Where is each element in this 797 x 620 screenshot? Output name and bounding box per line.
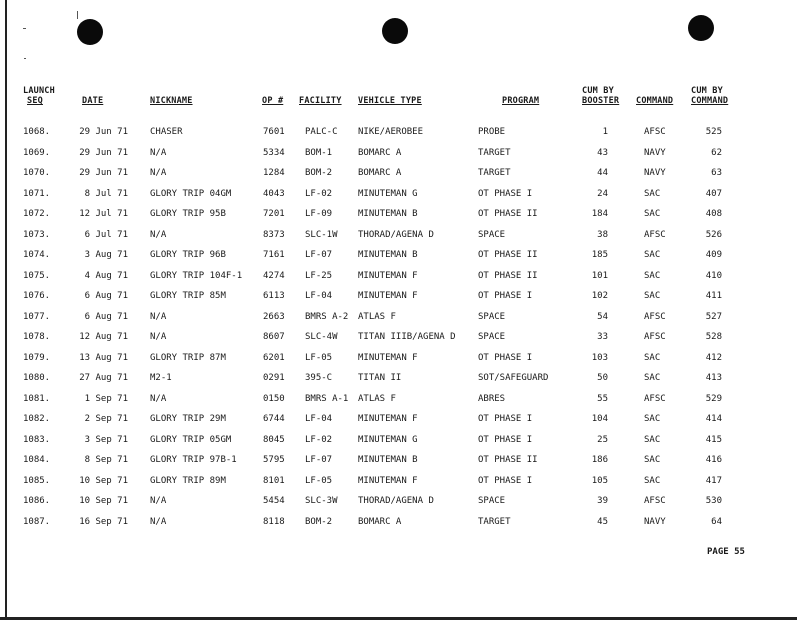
nickname-cell: GLORY TRIP 104F-1 xyxy=(150,271,243,281)
facility-cell: LF-04 xyxy=(305,414,333,424)
op-number-cell: 5334 xyxy=(263,148,285,158)
date-cell: 29 Jun 71 xyxy=(79,127,128,137)
facility-cell: BOM-2 xyxy=(305,517,333,527)
op-number-cell: 8045 xyxy=(263,435,285,445)
facility-cell: LF-02 xyxy=(305,435,333,445)
facility-cell: LF-05 xyxy=(305,353,333,363)
cum-by-booster-cell: 55 xyxy=(597,394,608,404)
launch-seq-cell: 1072. xyxy=(23,209,51,219)
cum-by-command-cell: 409 xyxy=(705,250,722,260)
table-row xyxy=(0,145,797,161)
command-cell: SAC xyxy=(644,455,661,465)
header-cum-by-booster-line2: BOOSTER xyxy=(582,96,620,106)
cum-by-booster-cell: 44 xyxy=(597,168,608,178)
scan-speck xyxy=(23,28,26,29)
nickname-cell: N/A xyxy=(150,517,167,527)
nickname-cell: GLORY TRIP 04GM xyxy=(150,189,232,199)
nickname-cell: M2-1 xyxy=(150,373,172,383)
command-cell: NAVY xyxy=(644,168,666,178)
launch-seq-cell: 1081. xyxy=(23,394,51,404)
op-number-cell: 0291 xyxy=(263,373,285,383)
cum-by-command-cell: 414 xyxy=(705,414,722,424)
launch-seq-cell: 1085. xyxy=(23,476,51,486)
cum-by-booster-cell: 102 xyxy=(591,291,608,301)
vehicle-type-cell: THORAD/AGENA D xyxy=(358,230,434,240)
cum-by-command-cell: 63 xyxy=(711,168,722,178)
cum-by-booster-cell: 184 xyxy=(591,209,608,219)
nickname-cell: N/A xyxy=(150,496,167,506)
date-cell: 8 Jul 71 xyxy=(84,189,128,199)
command-cell: AFSC xyxy=(644,127,666,137)
nickname-cell: GLORY TRIP 97B-1 xyxy=(150,455,237,465)
vehicle-type-cell: MINUTEMAN F xyxy=(358,414,418,424)
header-nickname: NICKNAME xyxy=(150,96,193,106)
nickname-cell: GLORY TRIP 29M xyxy=(150,414,226,424)
vehicle-type-cell: ATLAS F xyxy=(358,312,396,322)
cum-by-command-cell: 407 xyxy=(705,189,722,199)
date-cell: 8 Sep 71 xyxy=(84,455,128,465)
vehicle-type-cell: MINUTEMAN F xyxy=(358,271,418,281)
nickname-cell: GLORY TRIP 87M xyxy=(150,353,226,363)
command-cell: NAVY xyxy=(644,517,666,527)
table-row xyxy=(0,411,797,427)
vehicle-type-cell: MINUTEMAN G xyxy=(358,435,418,445)
facility-cell: BMRS A-1 xyxy=(305,394,349,404)
table-row xyxy=(0,165,797,181)
cum-by-booster-cell: 186 xyxy=(591,455,608,465)
scan-speck xyxy=(77,11,78,19)
date-cell: 6 Aug 71 xyxy=(84,291,128,301)
date-cell: 10 Sep 71 xyxy=(79,496,128,506)
punch-hole xyxy=(382,18,408,44)
cum-by-command-cell: 413 xyxy=(705,373,722,383)
facility-cell: LF-07 xyxy=(305,250,333,260)
cum-by-booster-cell: 101 xyxy=(591,271,608,281)
facility-cell: PALC-C xyxy=(305,127,338,137)
cum-by-booster-cell: 38 xyxy=(597,230,608,240)
command-cell: SAC xyxy=(644,414,661,424)
program-cell: TARGET xyxy=(478,517,511,527)
nickname-cell: GLORY TRIP 85M xyxy=(150,291,226,301)
launch-seq-cell: 1086. xyxy=(23,496,51,506)
vehicle-type-cell: MINUTEMAN B xyxy=(358,455,418,465)
op-number-cell: 8118 xyxy=(263,517,285,527)
vehicle-type-cell: TITAN II xyxy=(358,373,402,383)
vehicle-type-cell: MINUTEMAN B xyxy=(358,209,418,219)
vehicle-type-cell: BOMARC A xyxy=(358,148,402,158)
nickname-cell: GLORY TRIP 05GM xyxy=(150,435,232,445)
cum-by-command-cell: 410 xyxy=(705,271,722,281)
date-cell: 4 Aug 71 xyxy=(84,271,128,281)
cum-by-command-cell: 526 xyxy=(705,230,722,240)
op-number-cell: 8373 xyxy=(263,230,285,240)
cum-by-command-cell: 528 xyxy=(705,332,722,342)
cum-by-booster-cell: 105 xyxy=(591,476,608,486)
command-cell: SAC xyxy=(644,435,661,445)
cum-by-command-cell: 411 xyxy=(705,291,722,301)
header-program: PROGRAM xyxy=(502,96,540,106)
cum-by-command-cell: 417 xyxy=(705,476,722,486)
cum-by-booster-cell: 103 xyxy=(591,353,608,363)
table-row xyxy=(0,350,797,366)
scan-speck xyxy=(24,58,26,59)
vehicle-type-cell: THORAD/AGENA D xyxy=(358,496,434,506)
facility-cell: 395-C xyxy=(305,373,333,383)
facility-cell: BMRS A-2 xyxy=(305,312,349,322)
op-number-cell: 8607 xyxy=(263,332,285,342)
vehicle-type-cell: MINUTEMAN F xyxy=(358,291,418,301)
date-cell: 10 Sep 71 xyxy=(79,476,128,486)
launch-seq-cell: 1077. xyxy=(23,312,51,322)
program-cell: OT PHASE I xyxy=(478,189,533,199)
nickname-cell: GLORY TRIP 95B xyxy=(150,209,226,219)
header-launch-seq-line2: SEQ xyxy=(27,96,43,106)
date-cell: 12 Jul 71 xyxy=(79,209,128,219)
punch-hole xyxy=(688,15,714,41)
table-row xyxy=(0,309,797,325)
program-cell: PROBE xyxy=(478,127,506,137)
op-number-cell: 6201 xyxy=(263,353,285,363)
cum-by-command-cell: 529 xyxy=(705,394,722,404)
cum-by-command-cell: 408 xyxy=(705,209,722,219)
op-number-cell: 4274 xyxy=(263,271,285,281)
nickname-cell: N/A xyxy=(150,332,167,342)
header-launch-seq-line1: LAUNCH xyxy=(23,86,55,96)
facility-cell: LF-05 xyxy=(305,476,333,486)
op-number-cell: 6113 xyxy=(263,291,285,301)
nickname-cell: N/A xyxy=(150,230,167,240)
cum-by-command-cell: 525 xyxy=(705,127,722,137)
launch-seq-cell: 1068. xyxy=(23,127,51,137)
command-cell: AFSC xyxy=(644,230,666,240)
cum-by-booster-cell: 33 xyxy=(597,332,608,342)
program-cell: TARGET xyxy=(478,148,511,158)
program-cell: OT PHASE II xyxy=(478,209,538,219)
cum-by-command-cell: 530 xyxy=(705,496,722,506)
header-cum-by-booster-line1: CUM BY xyxy=(582,86,614,96)
cum-by-booster-cell: 39 xyxy=(597,496,608,506)
page-number: PAGE 55 xyxy=(707,547,745,557)
facility-cell: LF-25 xyxy=(305,271,333,281)
vehicle-type-cell: BOMARC A xyxy=(358,517,402,527)
nickname-cell: N/A xyxy=(150,168,167,178)
op-number-cell: 7601 xyxy=(263,127,285,137)
header-vehicle-type: VEHICLE TYPE xyxy=(358,96,422,106)
table-row xyxy=(0,247,797,263)
nickname-cell: GLORY TRIP 96B xyxy=(150,250,226,260)
table-row xyxy=(0,329,797,345)
program-cell: TARGET xyxy=(478,168,511,178)
command-cell: SAC xyxy=(644,271,661,281)
cum-by-command-cell: 62 xyxy=(711,148,722,158)
vehicle-type-cell: TITAN IIIB/AGENA D xyxy=(358,332,456,342)
table-row xyxy=(0,268,797,284)
program-cell: OT PHASE I xyxy=(478,353,533,363)
launch-seq-cell: 1073. xyxy=(23,230,51,240)
op-number-cell: 0150 xyxy=(263,394,285,404)
table-row xyxy=(0,370,797,386)
header-launch-seq xyxy=(23,86,55,106)
facility-cell: SLC-3W xyxy=(305,496,338,506)
program-cell: SPACE xyxy=(478,332,506,342)
date-cell: 3 Sep 71 xyxy=(84,435,128,445)
facility-cell: SLC-1W xyxy=(305,230,338,240)
date-cell: 6 Aug 71 xyxy=(84,312,128,322)
command-cell: SAC xyxy=(644,476,661,486)
launch-seq-cell: 1084. xyxy=(23,455,51,465)
table-row xyxy=(0,391,797,407)
launch-seq-cell: 1087. xyxy=(23,517,51,527)
header-facility: FACILITY xyxy=(299,96,342,106)
op-number-cell: 1284 xyxy=(263,168,285,178)
facility-cell: LF-04 xyxy=(305,291,333,301)
vehicle-type-cell: MINUTEMAN F xyxy=(358,353,418,363)
date-cell: 12 Aug 71 xyxy=(79,332,128,342)
program-cell: SPACE xyxy=(478,312,506,322)
program-cell: OT PHASE II xyxy=(478,250,538,260)
cum-by-booster-cell: 185 xyxy=(591,250,608,260)
header-cum-by-command xyxy=(691,86,728,106)
launch-seq-cell: 1079. xyxy=(23,353,51,363)
launch-seq-cell: 1083. xyxy=(23,435,51,445)
vehicle-type-cell: MINUTEMAN B xyxy=(358,250,418,260)
vehicle-type-cell: MINUTEMAN F xyxy=(358,476,418,486)
header-cum-by-command-line1: CUM BY xyxy=(691,86,723,96)
command-cell: SAC xyxy=(644,209,661,219)
cum-by-command-cell: 527 xyxy=(705,312,722,322)
nickname-cell: N/A xyxy=(150,394,167,404)
cum-by-booster-cell: 50 xyxy=(597,373,608,383)
header-date: DATE xyxy=(82,96,104,106)
op-number-cell: 8101 xyxy=(263,476,285,486)
op-number-cell: 5795 xyxy=(263,455,285,465)
program-cell: ABRES xyxy=(478,394,506,404)
op-number-cell: 7161 xyxy=(263,250,285,260)
date-cell: 29 Jun 71 xyxy=(79,148,128,158)
command-cell: AFSC xyxy=(644,394,666,404)
program-cell: OT PHASE I xyxy=(478,435,533,445)
facility-cell: LF-02 xyxy=(305,189,333,199)
table-row xyxy=(0,452,797,468)
table-row xyxy=(0,206,797,222)
header-cum-by-booster xyxy=(582,86,619,106)
cum-by-booster-cell: 24 xyxy=(597,189,608,199)
cum-by-booster-cell: 25 xyxy=(597,435,608,445)
facility-cell: SLC-4W xyxy=(305,332,338,342)
date-cell: 1 Sep 71 xyxy=(84,394,128,404)
vehicle-type-cell: BOMARC A xyxy=(358,168,402,178)
table-row xyxy=(0,124,797,140)
vehicle-type-cell: MINUTEMAN G xyxy=(358,189,418,199)
nickname-cell: N/A xyxy=(150,312,167,322)
op-number-cell: 4043 xyxy=(263,189,285,199)
program-cell: OT PHASE II xyxy=(478,271,538,281)
launch-seq-cell: 1069. xyxy=(23,148,51,158)
facility-cell: LF-09 xyxy=(305,209,333,219)
launch-seq-cell: 1080. xyxy=(23,373,51,383)
nickname-cell: GLORY TRIP 89M xyxy=(150,476,226,486)
table-row xyxy=(0,514,797,530)
cum-by-booster-cell: 104 xyxy=(591,414,608,424)
header-op-number: OP # xyxy=(262,96,284,106)
cum-by-command-cell: 416 xyxy=(705,455,722,465)
table-row xyxy=(0,493,797,509)
nickname-cell: CHASER xyxy=(150,127,183,137)
cum-by-booster-cell: 43 xyxy=(597,148,608,158)
cum-by-booster-cell: 54 xyxy=(597,312,608,322)
vehicle-type-cell: ATLAS F xyxy=(358,394,396,404)
command-cell: SAC xyxy=(644,353,661,363)
facility-cell: BOM-2 xyxy=(305,168,333,178)
op-number-cell: 7201 xyxy=(263,209,285,219)
cum-by-command-cell: 412 xyxy=(705,353,722,363)
table-row xyxy=(0,227,797,243)
command-cell: SAC xyxy=(644,373,661,383)
date-cell: 29 Jun 71 xyxy=(79,168,128,178)
vehicle-type-cell: NIKE/AEROBEE xyxy=(358,127,424,137)
program-cell: OT PHASE I xyxy=(478,414,533,424)
date-cell: 2 Sep 71 xyxy=(84,414,128,424)
cum-by-booster-cell: 45 xyxy=(597,517,608,527)
launch-seq-cell: 1082. xyxy=(23,414,51,424)
punch-hole xyxy=(77,19,103,45)
table-row xyxy=(0,186,797,202)
program-cell: SOT/SAFEGUARD xyxy=(478,373,549,383)
launch-seq-cell: 1070. xyxy=(23,168,51,178)
date-cell: 3 Aug 71 xyxy=(84,250,128,260)
cum-by-command-cell: 415 xyxy=(705,435,722,445)
date-cell: 16 Sep 71 xyxy=(79,517,128,527)
table-row xyxy=(0,432,797,448)
launch-seq-cell: 1075. xyxy=(23,271,51,281)
command-cell: SAC xyxy=(644,291,661,301)
op-number-cell: 6744 xyxy=(263,414,285,424)
op-number-cell: 2663 xyxy=(263,312,285,322)
launch-seq-cell: 1071. xyxy=(23,189,51,199)
cum-by-command-cell: 64 xyxy=(711,517,722,527)
command-cell: AFSC xyxy=(644,332,666,342)
launch-seq-cell: 1078. xyxy=(23,332,51,342)
nickname-cell: N/A xyxy=(150,148,167,158)
table-row xyxy=(0,473,797,489)
program-cell: OT PHASE I xyxy=(478,291,533,301)
header-command: COMMAND xyxy=(636,96,674,106)
program-cell: SPACE xyxy=(478,230,506,240)
date-cell: 27 Aug 71 xyxy=(79,373,128,383)
launch-seq-cell: 1074. xyxy=(23,250,51,260)
date-cell: 6 Jul 71 xyxy=(84,230,128,240)
command-cell: NAVY xyxy=(644,148,666,158)
facility-cell: LF-07 xyxy=(305,455,333,465)
command-cell: AFSC xyxy=(644,496,666,506)
launch-seq-cell: 1076. xyxy=(23,291,51,301)
header-cum-by-command-line2: COMMAND xyxy=(691,96,729,106)
program-cell: OT PHASE II xyxy=(478,455,538,465)
command-cell: SAC xyxy=(644,250,661,260)
program-cell: OT PHASE I xyxy=(478,476,533,486)
table-row xyxy=(0,288,797,304)
op-number-cell: 5454 xyxy=(263,496,285,506)
facility-cell: BOM-1 xyxy=(305,148,333,158)
date-cell: 13 Aug 71 xyxy=(79,353,128,363)
command-cell: AFSC xyxy=(644,312,666,322)
program-cell: SPACE xyxy=(478,496,506,506)
command-cell: SAC xyxy=(644,189,661,199)
cum-by-booster-cell: 1 xyxy=(602,127,608,137)
